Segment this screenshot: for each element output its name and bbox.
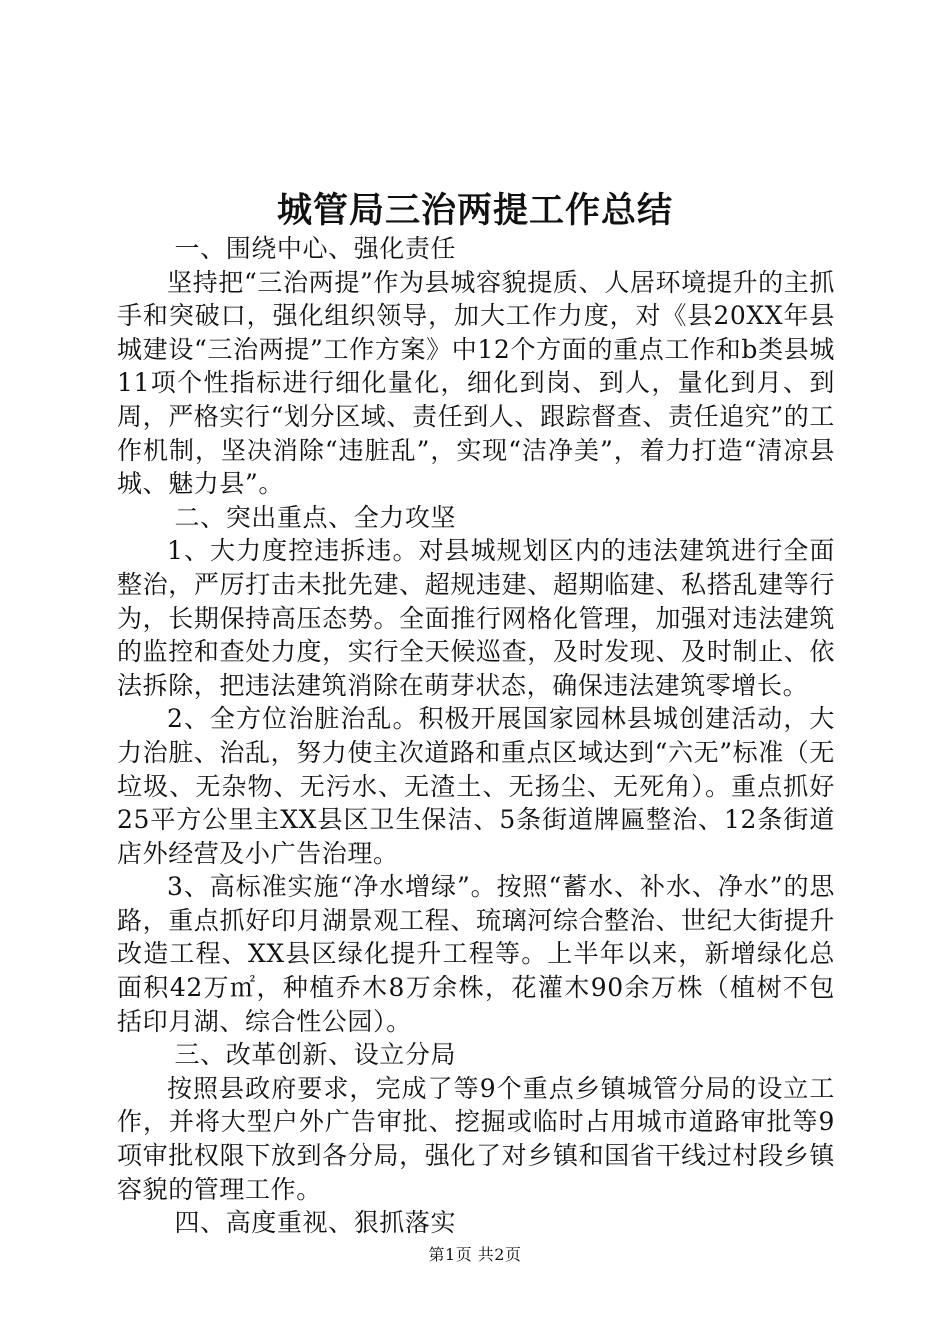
body-paragraph-2: 1、大力度控违拆违。对县城规划区内的违法建筑进行全面整治，严厉打击未批先建、超规违建、超期临建、私搭乱建等行为，长期保持高压态势。全面推行网格化管理，加强对违法建筑的监控和查处力度，实行全天候巡查，及时发现、及时制止、依法拆除，把违法建筑消除在萌芽状态，确保违法建筑零增长。 [117,536,835,700]
section-heading-3: 三、改革创新、设立分局 [174,1040,457,1070]
document-body [117,232,835,1240]
section-heading-4: 四、高度重视、狠抓落实 [174,1208,457,1238]
document-title: 城管局三治两提工作总结 [276,190,673,231]
body-paragraph-4: 3、高标准实施“净水增绿”。按照“蓄水、补水、净水”的思路，重点抓好印月湖景观工程、琉璃河综合整治、世纪大街提升改造工程、XX县区绿化提升工程等。上半年以来，新增绿化总面积42万㎡，种植乔木8万余株，花灌木90余万株（植树不包括印月湖、综合性公园）。 [117,872,835,1036]
body-paragraph-5: 按照县政府要求，完成了等9个重点乡镇城管分局的设立工作，并将大型户外广告审批、挖掘或临时占用城市道路审批等9项审批权限下放到各分局，强化了对乡镇和国省干线过村段乡镇容貌的管理工作。 [117,1073,835,1204]
section-heading-2: 二、突出重点、全力攻坚 [174,502,457,532]
page-footer: 第1页 共2页 [428,1245,522,1264]
section-heading-1: 一、围绕中心、强化责任 [174,234,457,263]
body-paragraph-1: 坚持把“三治两提”作为县城容貌提质、人居环境提升的主抓手和突破口，强化组织领导，加大工作力度，对《县20XX年县城建设“三治两提”工作方案》中12个方面的重点工作和b类县城11项个性指标进行细化量化，细化到岗、到人，量化到月、到周，严格实行“划分区域、责任到人、跟踪督查、责任追究”的工作机制，坚决消除“违脏乱”，实现“洁净美”，着力打造“清凉县城、魅力县”。 [117,267,835,499]
body-paragraph-3: 2、全方位治脏治乱。积极开展国家园林县城创建活动，大力治脏、治乱，努力使主次道路和重点区域达到“六无”标准（无垃圾、无杂物、无污水、无渣土、无扬尘、无死角）。重点抓好25平方公里主XX县区卫生保洁、5条街道牌匾整治、12条街道店外经营及小广告治理。 [117,704,835,868]
